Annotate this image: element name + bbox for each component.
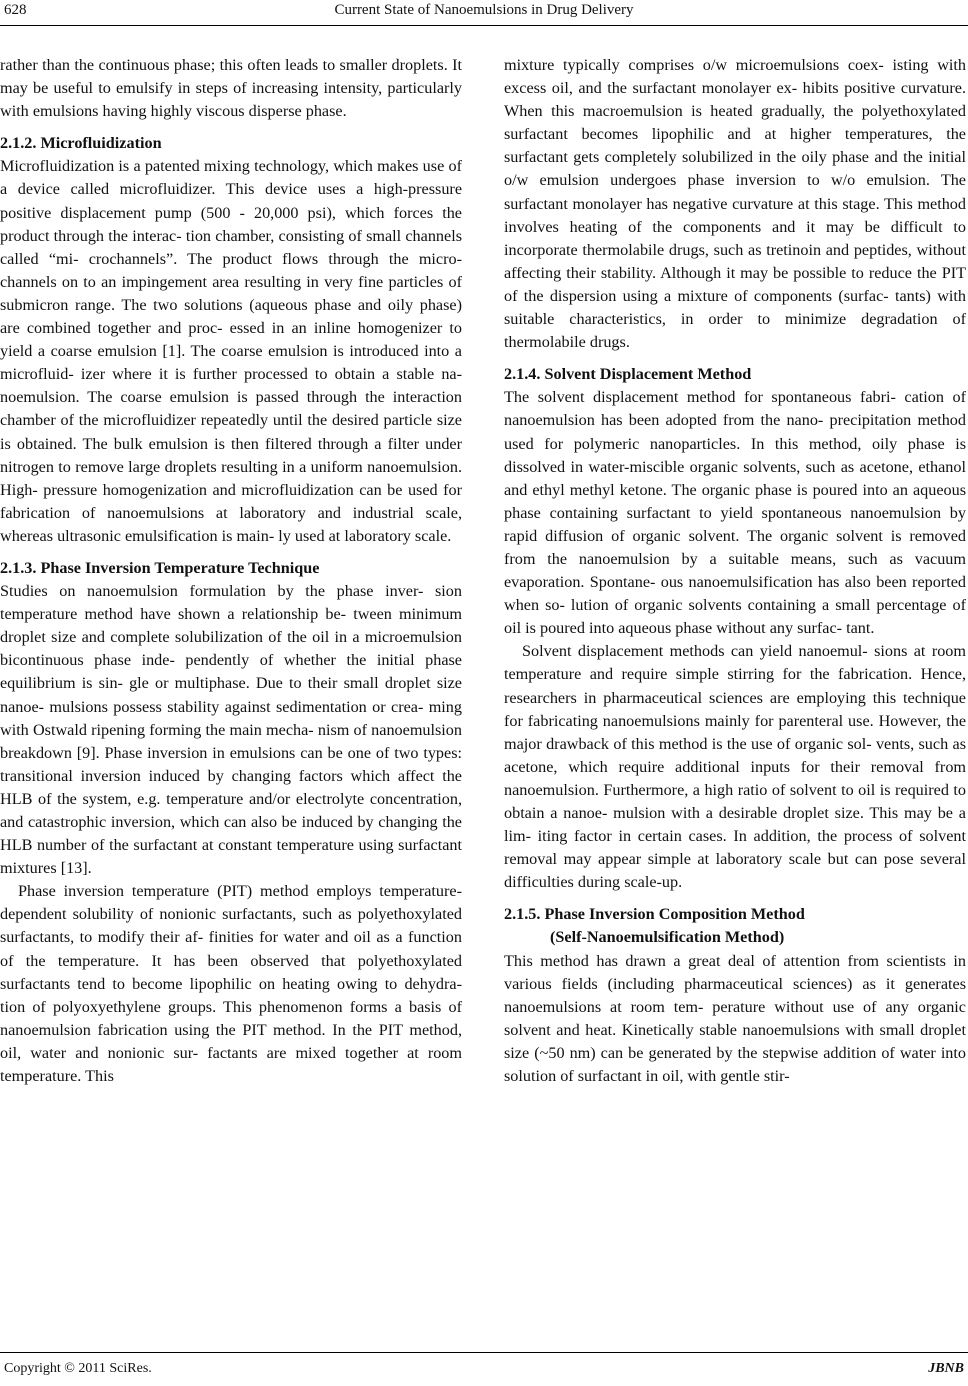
page-footer (0, 1352, 968, 1382)
journal-abbreviation: JBNB (928, 1361, 964, 1376)
left-column (0, 54, 462, 1088)
header-rule (0, 25, 968, 26)
heading-phase-inversion-composition-line2: (Self-Nanoemulsification Method) (550, 928, 785, 947)
paragraph-pit-studies: Studies on nanoemulsion formulation by the phase inver- sion temperature method have shown a relationship be- tween minimum droplet size and complete solubilization of the oil in a microemulsion bicontinuous phase inde- pendently of whether the initial phase equilibrium is sin- gle or multiphase. Due to their small droplet size nanoe- mulsions possess stability against sedimentation or crea- ming with Ostwald ripening forming the main mecha- nism of nanoemulsion breakdown [9]. Phase inversion in emulsions can be one of two types: transitional inversion induced by changing factors which affect the HLB of the system, e.g. temperature and/or electrolyte concentration, and catastrophic inversion, which can also be induced by changing the HLB number of the surfactant at constant temperature using surfactant mixtures [13]. (0, 582, 462, 878)
right-column (504, 54, 966, 1088)
paragraph-phase-inversion-composition: This method has drawn a great deal of attention from scientists in various fields (including pharmaceutical sciences) as it generates nanoemulsions at room tem- perature without use of any organic solvent and heat. Kinetically stable nanoemulsions with small droplet size (~50 nm) can be generated by the stepwise addition of water into solution of surfactant in oil, with gentle stir- (504, 951, 966, 1086)
heading-solvent-displacement: 2.1.4. Solvent Displacement Method (504, 365, 752, 384)
page-number: 628 (4, 2, 27, 18)
footer-rule (0, 1352, 968, 1353)
heading-phase-inversion-composition (504, 903, 966, 949)
paragraph-intro: rather than the continuous phase; this often leads to smaller droplets. It may be useful to emulsify in steps of increasing intensity, particularly with emulsions having highly viscous disperse phase. (0, 56, 462, 121)
paragraph-pit-method: Phase inversion temperature (PIT) method employs temperature-dependent solubility of nonionic surfactants, such as polyethoxylated surfactants, to modify their af- finities for water and oil as a function of the temperature. It has been observed that polyethoxylated surfactants tend to become lipophilic on heating owing to dehydra- tion of polyoxyethylene groups. This phenomenon forms a basis of nanoemulsion fabrication using the PIT method. In the PIT method, oil, water and nonionic sur- factants are mixed together at room temperature. This (0, 882, 462, 1086)
heading-phase-inversion-composition-line1: 2.1.5. Phase Inversion Composition Method (504, 905, 805, 924)
copyright-notice: Copyright © 2011 SciRes. (4, 1361, 152, 1376)
heading-phase-inversion-temperature: 2.1.3. Phase Inversion Temperature Technique (0, 558, 320, 577)
heading-microfluidization: 2.1.2. Microfluidization (0, 134, 162, 153)
paragraph-solvent-displacement: The solvent displacement method for spontaneous fabri- cation of nanoemulsion has been adopted from the nano- precipitation method used for polymeric nanoparticles. In this method, oily phase is dissolved in water-miscible organic solvents, such as acetone, ethanol and ethyl methyl ketone. The organic phase is poured into an aqueous phase containing surfactant to yield spontaneous nanoemulsion by rapid diffusion of organic solvent. The organic solvent is removed from the nanoemulsion by a suitable means, such as vacuum evaporation. Spontane- ous nanoemulsification has also been reported when so- lution of organic solvents containing a small percentage of oil is poured into aqueous phase without any surfac- tant. (504, 388, 966, 638)
paragraph-solvent-displacement-drawbacks: Solvent displacement methods can yield nanoemul- sions at room temperature and require simple stirring for the fabrication. Hence, researchers in pharmaceutical sciences are employing this technique for fabricating nanoemulsions mainly for parenteral use. However, the major drawback of this method is the use of organic sol- vents, such as acetone, which require additional inputs for their removal from nanoemulsion. Furthermore, a high ratio of solvent to oil is required to obtain a nanoe- mulsion with a desirable droplet size. This may be a lim- iting factor in certain cases. In addition, the process of solvent removal may appear simple at laboratory scale but can pose several difficulties during scale-up. (504, 642, 966, 892)
page-header (0, 0, 968, 28)
paragraph-microfluidization: Microfluidization is a patented mixing technology, which makes use of a device called microfluidizer. This device uses a high-pressure positive displacement pump (500 - 20,000 psi), which forces the product through the interac- tion chamber, consisting of small channels called “mi- crochannels”. The product flows through the micro- channels on to an impingement area resulting in very fine particles of submicron range. The two solutions (aqueous phase and oily phase) are combined together and proc- essed in an inline homogenizer to yield a coarse emulsion [1]. The coarse emulsion is introduced into a microfluid- izer where it is further processed to obtain a stable na- noemulsion. The coarse emulsion is passed through the interaction chamber of the microfluidizer repeatedly until the desired particle size is obtained. The bulk emulsion is then filtered through a filter under nitrogen to remove large droplets resulting in a uniform nanoemulsion. High- pressure homogenization and microfluidization can be used for fabrication of nanoemulsions at laboratory and industrial scale, whereas ultrasonic emulsification is main- ly used at laboratory scale. (0, 157, 462, 545)
paragraph-pit-continued: mixture typically comprises o/w microemulsions coex- isting with excess oil, and the surfactant monolayer ex- hibits positive curvature. When this macroemulsion is heated gradually, the polyethoxylated surfactant becomes lipophilic and at higher temperatures, the surfactant gets completely solubilized in the oily phase and the initial o/w emulsion undergoes phase inversion to w/o emulsion. The surfactant monolayer has negative curvature at this stage. This method involves heating of the components and it may be difficult to incorporate thermolabile drugs, such as tretinoin and peptides, without affecting their stability. Although it may be possible to reduce the PIT of the dispersion using a mixture of components (surfac- tants) with suitable characteristics, in order to minimize degradation of thermolabile drugs. (504, 56, 966, 352)
running-title: Current State of Nanoemulsions in Drug Delivery (334, 2, 634, 18)
